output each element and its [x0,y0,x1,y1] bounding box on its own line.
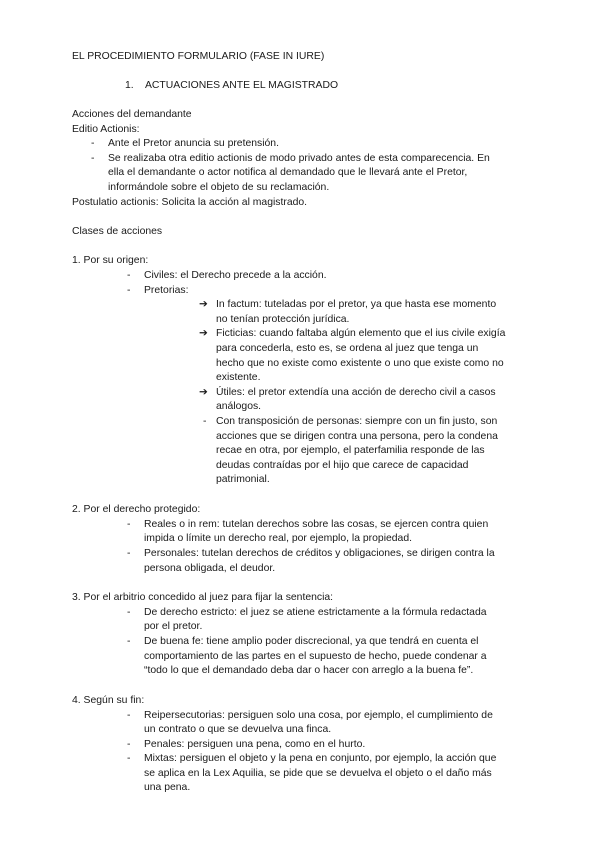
bullet-arrow-icon: ➔ [199,387,208,398]
bullet-dash: - [91,138,95,149]
section-title: ACTUACIONES ANTE EL MAGISTRADO [145,80,339,91]
demandante-heading: Acciones del demandante [72,109,192,120]
bullet-dash: - [127,270,131,281]
group-3-item-line: comportamiento de las partes en el supuesto de hecho, puede condenar a [144,651,487,662]
bullet-dash: - [127,519,131,530]
editio-item-2-line: Se realizaba otra editio actionis de modo privado antes de esta comparecencia. En [108,153,490,164]
subitem-line: Útiles: el pretor extendía una acción de derecho civil a casos [216,387,496,398]
bullet-arrow-icon: ➔ [199,328,208,339]
subitem-line: no tenían protección jurídica. [216,314,350,325]
bullet-dash: - [127,607,131,618]
group-2-item-line: persona obligada, el deudor. [144,563,276,574]
subitem-line: acciones que se dirigen contra una persona, pero la condena [216,431,498,442]
bullet-dash: - [91,153,95,164]
clases-heading: Clases de acciones [72,226,163,237]
group-4-item-line: Penales: persiguen una pena, como en el hurto. [144,739,366,750]
group-3-item-line: De derecho estricto: el juez se atiene estrictamente a la fórmula redactada [144,607,487,618]
section-number: 1. [125,80,134,91]
bullet-dash: - [127,548,131,559]
bullet-dash: - [127,710,131,721]
group-3-item-line: De buena fe: tiene amplio poder discrecional, ya que tendrá en cuenta el [144,636,479,647]
group-2-item-line: Personales: tutelan derechos de créditos y obligaciones, se dirigen contra la [144,548,495,559]
editio-item-2-line: informándole sobre el objeto de su reclamación. [108,182,330,193]
group-1-item-line: Civiles: el Derecho precede a la acción. [144,270,327,281]
document-title: EL PROCEDIMIENTO FORMULARIO (FASE IN IURE) [72,51,325,62]
group-4-item-line: se aplica en la Lex Aquilia, se pide que se devuelva el objeto o el daño más [144,768,492,779]
group-2-heading: 2. Por el derecho protegido: [72,504,201,515]
bullet-dash: - [203,416,207,427]
group-1-item-line: Pretorias: [144,285,189,296]
subitem-line: recae en otra, por ejemplo, el paterfamilia responde de las [216,445,485,456]
bullet-arrow-icon: ➔ [199,299,208,310]
group-2-item-line: Reales o in rem: tutelan derechos sobre las cosas, se ejercen contra quien [144,519,489,530]
editio-label: Editio Actionis: [72,124,140,135]
group-4-heading: 4. Según su fin: [72,695,145,706]
subitem-line: existente. [216,372,261,383]
group-3-item-line: por el pretor. [144,621,203,632]
bullet-dash: - [127,739,131,750]
group-4-item-line: una pena. [144,782,191,793]
bullet-dash: - [127,285,131,296]
group-4-item-line: Reipersecutorias: persiguen solo una cosa, por ejemplo, el cumplimiento de [144,710,493,721]
group-1-heading: 1. Por su origen: [72,255,149,266]
subitem-line: patrimonial. [216,474,270,485]
subitem-line: análogos. [216,401,262,412]
group-4-item-line: un contrato o que se devuelva una finca. [144,724,332,735]
bullet-dash: - [127,636,131,647]
group-3-item-line: “todo lo que el demandado deba dar o hacer con arreglo a la buena fe”. [144,665,474,676]
editio-item-1-line: Ante el Pretor anuncia su pretensión. [108,138,279,149]
bullet-dash: - [127,753,131,764]
editio-item-2-line: ella el demandante o actor notifica al demandado que le llevará ante el Pretor, [108,167,468,178]
group-3-heading: 3. Por el arbitrio concedido al juez para fijar la sentencia: [72,592,334,603]
subitem-line: deudas contraídas por el hijo que carece de capacidad [216,460,469,471]
subitem-line: Ficticias: cuando faltaba algún elemento que el ius civile exigía [216,328,506,339]
subitem-line: para concederla, esto es, se ordena al juez que tenga un [216,343,479,354]
group-2-item-line: impida o límite un derecho real, por ejemplo, la propiedad. [144,533,413,544]
subitem-line: Con transposición de personas: siempre con un fin justo, son [216,416,498,427]
postulatio-line: Postulatio actionis: Solicita la acción al magistrado. [72,197,308,208]
group-4-item-line: Mixtas: persiguen el objeto y la pena en conjunto, por ejemplo, la acción que [144,753,497,764]
subitem-line: In factum: tuteladas por el pretor, ya que hasta ese momento [216,299,497,310]
subitem-line: hecho que no existe como existente o uno que existe como no [216,358,504,369]
